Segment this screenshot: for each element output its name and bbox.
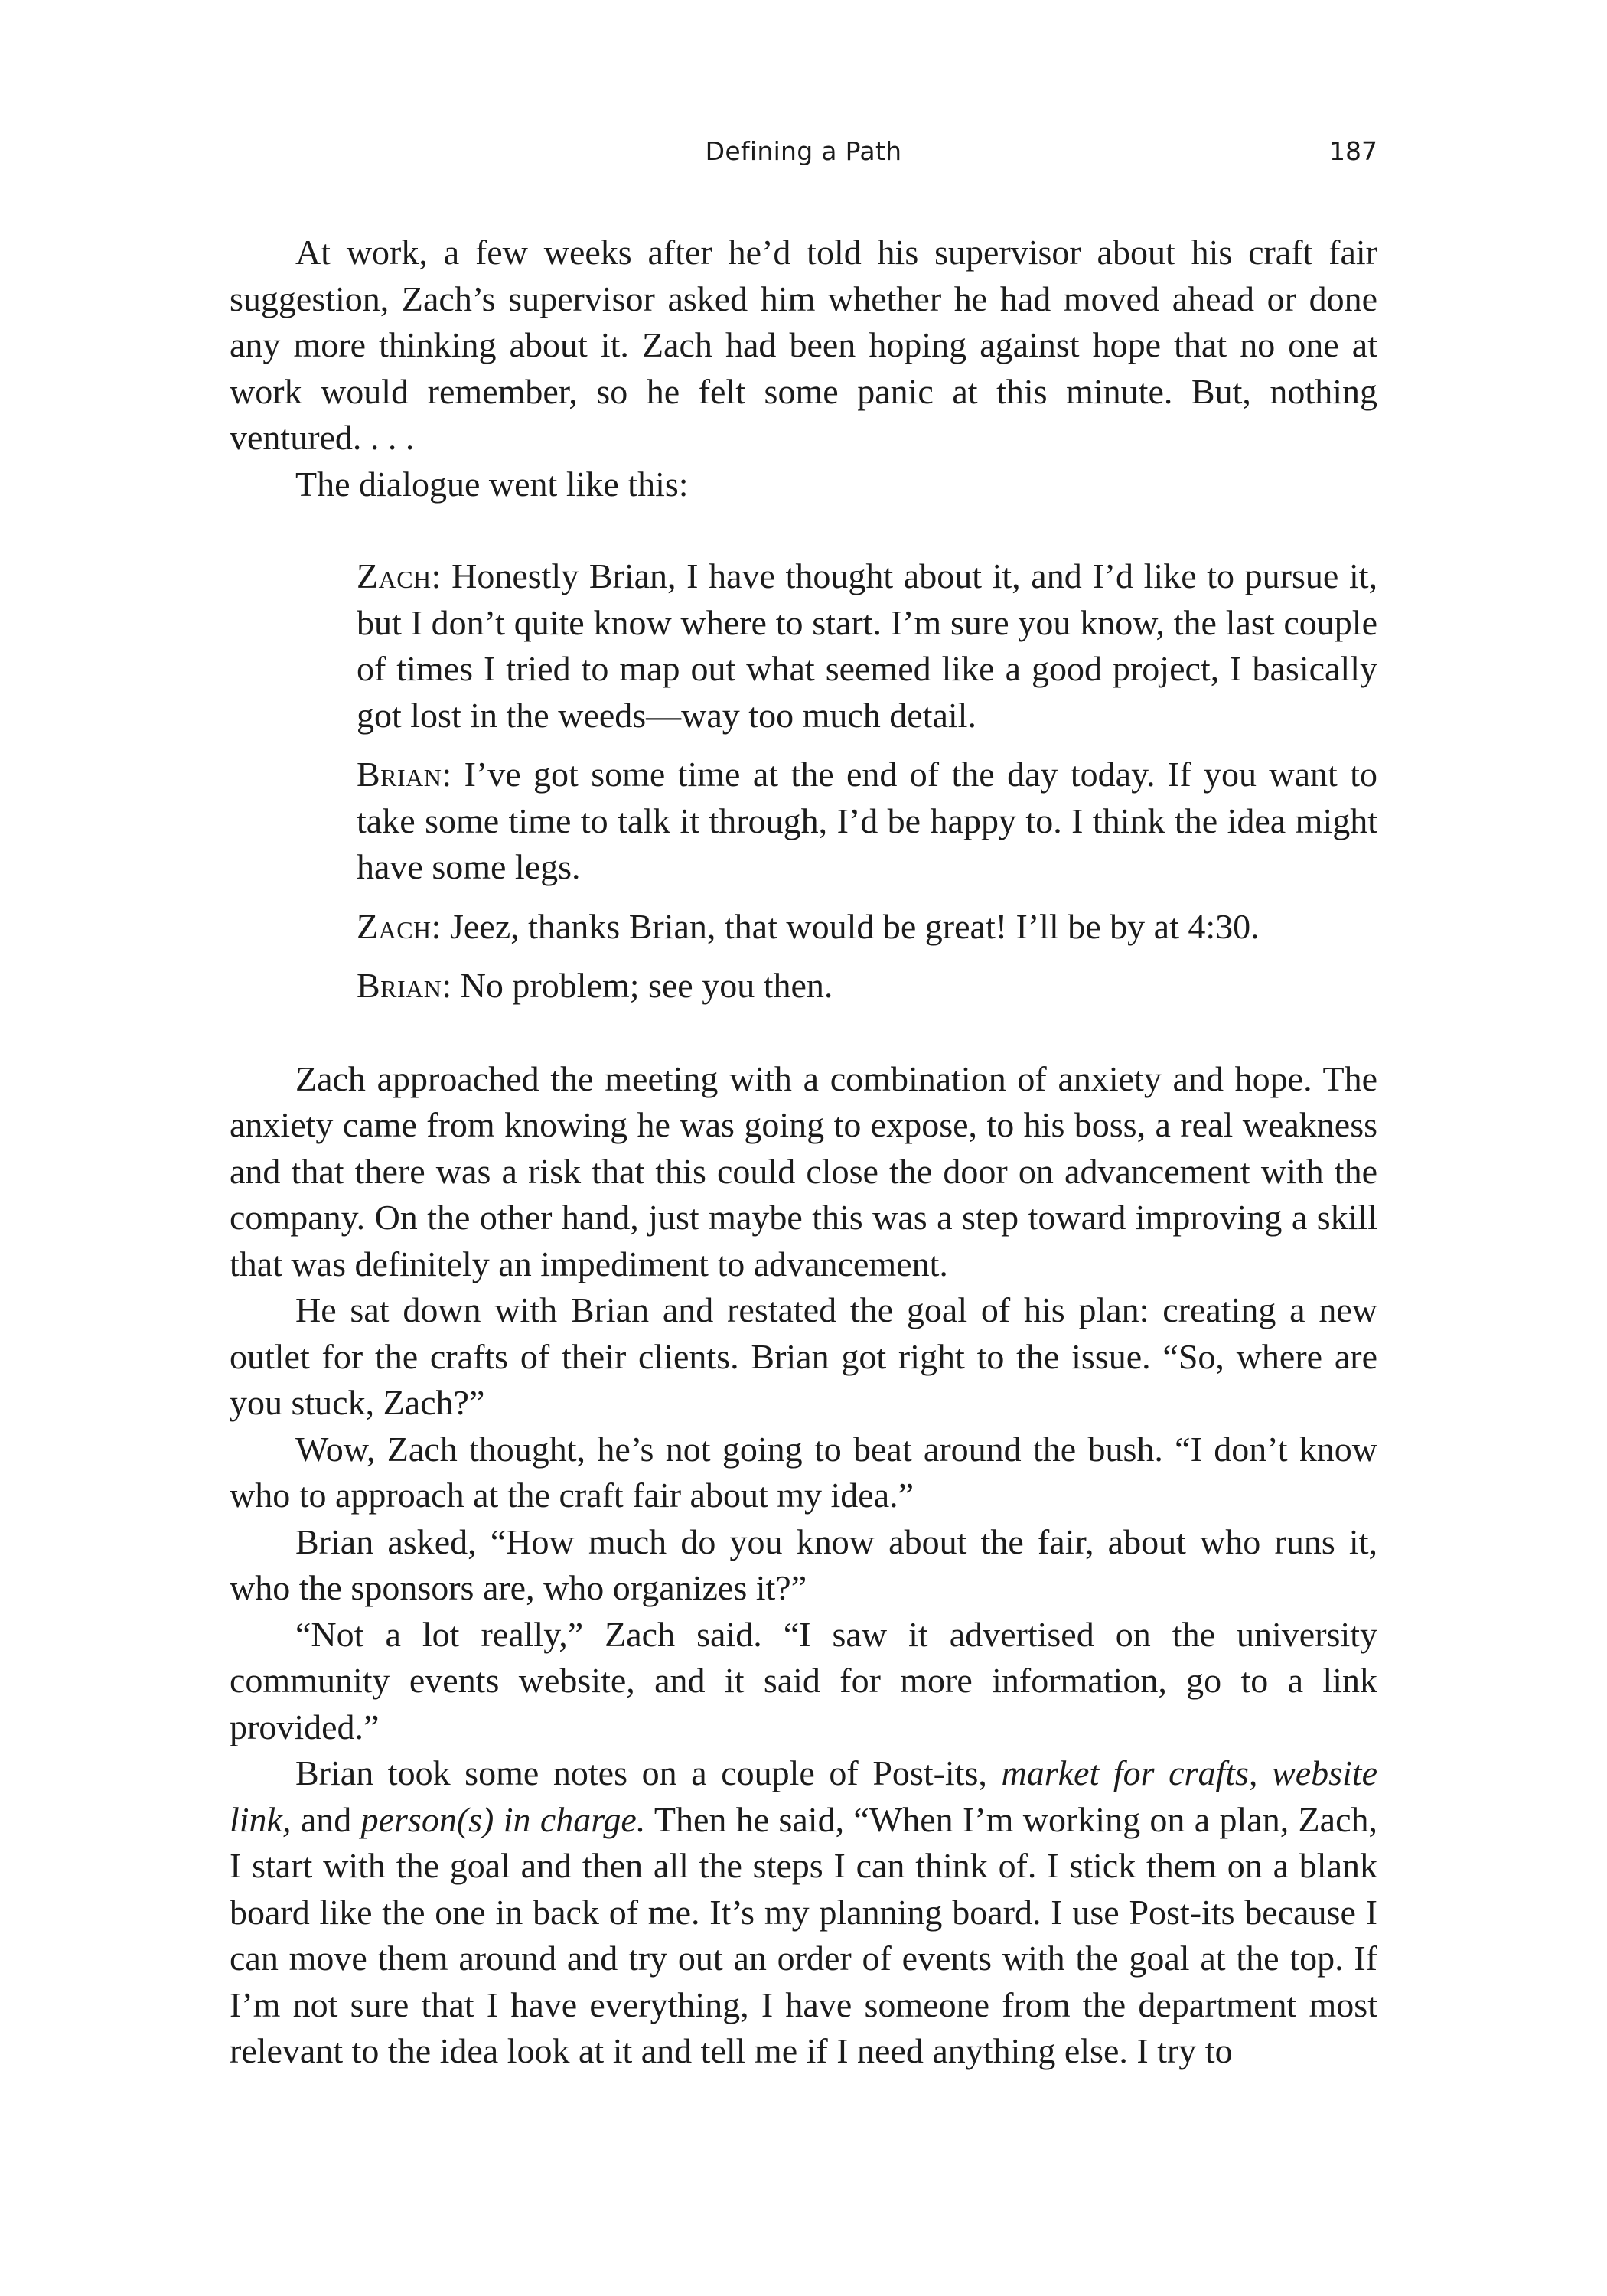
paragraph: “Not a lot really,” Zach said. “I saw it advertised on the university community events website, and it said for more information, go to a link provided.” <box>230 1614 1377 1746</box>
dialogue-line <box>295 553 1377 739</box>
paragraph: Zach approached the meeting with a combination of anxiety and hope. The anxiety came from knowing he was going to expose, to his boss, a real weakness and that there was a risk that this could close the door on advancement with the company. On the other hand, just maybe this was a step toward improving a skill that was definitely an impediment to advancement. <box>230 1058 1377 1283</box>
dialogue-text: I’ve got some time at the end of the day today. If you want to take some time to talk it through, I’d be happy to. I think the idea might have some legs. <box>357 755 1377 886</box>
italic-text: person(s) in charge. <box>360 1799 646 1839</box>
italic-text: market for crafts, website link, <box>230 1753 1377 1839</box>
text-run: Then he said, “When I’m working on a plan, Zach, I start with the goal and then all the steps I can think of. I stick them on a blank board like the one in back of me. It’s my planning board. I use Post-its because I can move them around and try out an order of events with the goal at the top. If I’m not sure that I have everything, I have someone from the department most relevant to the idea look at it and tell me if I need anything else. I try to <box>230 1799 1377 2070</box>
dialogue-text: Honestly Brian, I have thought about it, and I’d like to pursue it, but I don’t quite know where to start. I’m sure you know, the last couple of times I tried to map out what seemed like a good project, I basically got lost in the weeds—way too much detail. <box>357 556 1377 735</box>
text-run: and <box>291 1799 361 1839</box>
paragraph: He sat down with Brian and restated the goal of his plan: creating a new outlet for the crafts of their clients. Brian got right to the issue. “So, where are you stuck, Zach?” <box>230 1290 1377 1422</box>
dialogue-block <box>295 553 1377 1009</box>
dialogue-text: Jeez, thanks Brian, that would be great! I’ll be by at 4:30. <box>449 906 1260 946</box>
page-header <box>230 136 1377 173</box>
speaker-name: Brian <box>357 966 442 1005</box>
paragraph: At work, a few weeks after he’d told his supervisor about his craft fair suggestion, Zach’s supervisor asked him whether he had moved ahead or done any more thinking about it. Zach had been hoping against hope that no one at work would remember, so he felt some panic at this minute. But, nothing ventured. . . . <box>230 233 1377 457</box>
dialogue-text: No problem; see you then. <box>460 966 833 1005</box>
dialogue-line <box>295 904 1377 951</box>
speaker-separator: : <box>431 906 450 946</box>
speaker-name: Zach <box>357 906 432 946</box>
paragraph <box>230 1750 1377 2075</box>
paragraph: The dialogue went like this: <box>295 464 689 504</box>
body-text <box>230 230 1377 2075</box>
text-run: Brian took some notes on a couple of Post-its, <box>295 1753 1002 1792</box>
speaker-separator: : <box>442 755 464 794</box>
paragraph: Wow, Zach thought, he’s not going to beat around the bush. “I don’t know who to approach at the craft fair about my idea.” <box>230 1429 1377 1515</box>
paragraph: Brian asked, “How much do you know about the fair, about who runs it, who the sponsors are, who organizes it?” <box>230 1521 1377 1607</box>
dialogue-line <box>295 963 1377 1009</box>
running-head: Defining a Path <box>705 136 902 166</box>
speaker-separator: : <box>431 556 452 595</box>
speaker-name: Zach <box>357 556 432 595</box>
speaker-separator: : <box>442 966 461 1005</box>
page-number: 187 <box>1329 136 1377 166</box>
dialogue-line <box>295 752 1377 891</box>
speaker-name: Brian <box>357 755 442 794</box>
